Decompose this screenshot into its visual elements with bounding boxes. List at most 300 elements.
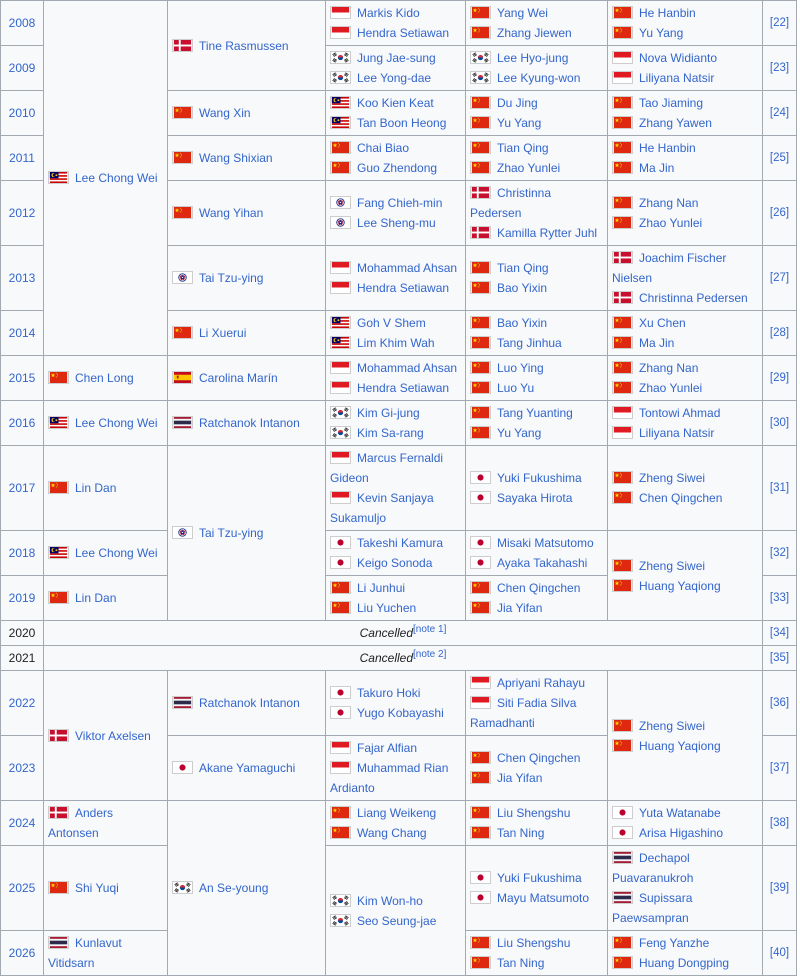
womens-doubles-cell [466, 311, 608, 356]
player [330, 578, 461, 598]
player-link[interactable]: Chen Long [75, 371, 134, 385]
player [172, 323, 321, 343]
chinese-taipei-flag-icon [172, 271, 193, 284]
indonesia-flag-icon [330, 761, 351, 774]
year-cell [1, 531, 44, 576]
player [330, 448, 461, 488]
reference-link[interactable]: [30] [769, 417, 790, 429]
player [612, 113, 758, 133]
player-link[interactable]: Nova Widianto [639, 51, 718, 65]
player [470, 223, 603, 243]
player-link[interactable]: Yu Yang [639, 26, 684, 40]
south-korea-flag-icon [330, 914, 351, 927]
player-link[interactable]: Lim Khim Wah [357, 336, 435, 350]
player [470, 933, 603, 953]
reference-cell [763, 401, 797, 446]
player-link[interactable]: Christinna Pedersen [639, 291, 748, 305]
womens-singles-cell [168, 671, 326, 736]
player-link[interactable]: Yuta Watanabe [639, 806, 721, 820]
china-flag-icon [612, 316, 633, 329]
mixed-doubles-cell [608, 136, 763, 181]
japan-flag-icon [612, 826, 633, 839]
player [330, 68, 461, 88]
player [48, 168, 163, 188]
player-link[interactable]: Viktor Axelsen [75, 728, 151, 743]
player-link[interactable]: Jia Yifan [497, 771, 543, 785]
thailand-flag-icon [48, 936, 69, 949]
china-flag-icon [470, 381, 491, 394]
south-korea-flag-icon [470, 51, 491, 64]
player-link[interactable]: Yu Yang [497, 426, 542, 440]
china-flag-icon [470, 826, 491, 839]
mixed-doubles-cell [608, 246, 763, 311]
mens-singles-cell [44, 356, 168, 401]
player [612, 423, 758, 443]
player-link[interactable]: Liang Weikeng [357, 806, 437, 820]
reference-link[interactable]: [31] [769, 482, 790, 494]
player [470, 868, 603, 888]
player [172, 413, 321, 433]
player [330, 213, 461, 233]
player-link[interactable]: Hendra Setiawan [357, 26, 450, 40]
player [470, 888, 603, 908]
mens-doubles-cell [326, 311, 466, 356]
player-link[interactable]: Siti Fadia Silva Ramadhanti [470, 696, 577, 730]
womens-doubles-cell [466, 246, 608, 311]
china-flag-icon [612, 719, 633, 732]
player [470, 313, 603, 333]
player-link[interactable]: Tai Tzu-ying [199, 526, 264, 540]
player-link[interactable]: Lee Chong Wei [75, 546, 158, 560]
player [330, 113, 461, 133]
china-flag-icon [612, 116, 633, 129]
reference-cell [763, 621, 797, 646]
player [330, 738, 461, 758]
player-link[interactable]: Chen Qingchen [497, 751, 581, 765]
malaysia-flag-icon [330, 316, 351, 329]
player [612, 333, 758, 353]
chinese-taipei-flag-icon [330, 216, 351, 229]
player-link[interactable]: Zhang Yawen [639, 116, 712, 130]
player-link[interactable]: Lee Hyo-jung [497, 51, 569, 65]
mens-doubles-cell [326, 446, 466, 531]
year-link[interactable]: 2015 [8, 371, 36, 385]
player [470, 113, 603, 133]
mixed-doubles-cell [608, 401, 763, 446]
player [612, 848, 758, 888]
player-link[interactable]: Carolina Marín [199, 371, 278, 385]
south-korea-flag-icon [330, 894, 351, 907]
mens-doubles-cell [326, 576, 466, 621]
reference-link[interactable]: [28] [769, 327, 790, 339]
player-link[interactable]: Misaki Matsutomo [497, 536, 594, 550]
player-link[interactable]: Li Junhui [357, 581, 406, 595]
year-cell [1, 91, 44, 136]
player-link[interactable]: Kevin Sanjaya Sukamuljo [330, 491, 434, 525]
player-link[interactable]: An Se-young [199, 881, 269, 895]
player [172, 523, 321, 543]
player [470, 693, 603, 733]
japan-flag-icon [470, 891, 491, 904]
table-row [1, 531, 797, 576]
china-flag-icon [612, 956, 633, 969]
player [612, 213, 758, 233]
player [612, 803, 758, 823]
player-link[interactable]: Zhang Nan [639, 361, 699, 375]
player-link[interactable]: Dechapol Puavaranukroh [612, 851, 694, 885]
womens-singles-cell [168, 181, 326, 246]
player-link[interactable]: Keigo Sonoda [357, 556, 433, 570]
china-flag-icon [612, 739, 633, 752]
year-link[interactable]: 2024 [8, 816, 36, 830]
year-cell [1, 356, 44, 401]
womens-doubles-cell [466, 671, 608, 736]
player-link[interactable]: Huang Yaqiong [639, 578, 721, 593]
womens-singles-cell [168, 91, 326, 136]
player-link[interactable]: Tan Ning [497, 826, 545, 840]
player-link[interactable]: Huang Dongping [639, 956, 730, 970]
player-link[interactable]: Zhao Yunlei [639, 381, 703, 395]
player-link[interactable]: Ratchanok Intanon [199, 416, 300, 430]
year-link[interactable]: 2016 [8, 416, 36, 430]
player [48, 878, 163, 898]
player-link[interactable]: Arisa Higashino [639, 826, 724, 840]
reference-link[interactable]: [22] [769, 17, 790, 29]
china-flag-icon [612, 361, 633, 374]
china-flag-icon [612, 491, 633, 504]
year-link[interactable]: 2012 [8, 206, 36, 220]
player-link[interactable]: Anders Antonsen [48, 806, 114, 840]
player-link[interactable]: Koo Kien Keat [357, 96, 434, 110]
player-link[interactable]: Zhang Nan [639, 196, 699, 210]
year-link[interactable]: 2023 [8, 761, 36, 775]
player-link[interactable]: Liu Shengshu [497, 936, 571, 950]
mixed-doubles-cell [608, 1, 763, 46]
player-link[interactable]: Chen Qingchen [497, 581, 581, 595]
year-cell [1, 646, 44, 671]
player-link[interactable]: Wang Shixian [199, 151, 273, 165]
player-link[interactable]: Lee Yong-dae [357, 71, 432, 85]
player-link[interactable]: Tang Jinhua [497, 336, 562, 350]
player [172, 268, 321, 288]
player-link[interactable]: Takuro Hoki [357, 686, 421, 700]
player-link[interactable]: Luo Yu [497, 381, 535, 395]
player-link[interactable]: Lin Dan [75, 591, 117, 605]
reference-link[interactable]: [32] [769, 547, 790, 559]
note-link[interactable]: [note 2] [413, 649, 447, 660]
player [470, 488, 603, 508]
player-link[interactable]: Tine Rasmussen [199, 38, 289, 53]
year-cell [1, 401, 44, 446]
player-link[interactable]: Feng Yanzhe [639, 936, 710, 950]
player-link[interactable]: Kim Won-ho [357, 893, 423, 908]
player-link[interactable]: Yuki Fukushima [497, 871, 582, 885]
player-link[interactable]: Akane Yamaguchi [199, 761, 296, 775]
reference-link[interactable]: [27] [769, 272, 790, 284]
player [612, 248, 758, 288]
womens-doubles-cell [466, 736, 608, 801]
player [330, 333, 461, 353]
year-link[interactable]: 2011 [9, 151, 35, 165]
player [470, 748, 603, 768]
year-label: 2021 [8, 651, 36, 665]
player-link[interactable]: Tan Ning [497, 956, 545, 970]
reference-link[interactable]: [36] [769, 697, 790, 709]
mens-singles-cell [44, 931, 168, 976]
player-link[interactable]: Yang Wei [497, 6, 548, 20]
year-link[interactable]: 2017 [8, 481, 36, 495]
japan-flag-icon [470, 556, 491, 569]
reference-link[interactable]: [24] [769, 107, 790, 119]
player [330, 93, 461, 113]
malaysia-flag-icon [48, 546, 69, 559]
player-link[interactable]: Mohammad Ahsan [357, 361, 458, 375]
player-link[interactable]: Mohammad Ahsan [357, 261, 458, 275]
player [330, 488, 461, 528]
reference-cell [763, 91, 797, 136]
womens-doubles-cell [466, 46, 608, 91]
player [612, 576, 758, 596]
reference-link[interactable]: [25] [769, 152, 790, 164]
mixed-doubles-cell [608, 671, 763, 801]
year-link[interactable]: 2009 [8, 61, 36, 75]
player [612, 158, 758, 178]
player [612, 193, 758, 213]
year-cell [1, 671, 44, 736]
reference-link[interactable]: [38] [769, 817, 790, 829]
player-link[interactable]: He Hanbin [639, 141, 696, 155]
womens-singles-cell [168, 446, 326, 621]
player [330, 258, 461, 278]
player-link[interactable]: Hendra Setiawan [357, 381, 450, 395]
player-link[interactable]: Du Jing [497, 96, 538, 110]
year-link[interactable]: 2014 [8, 326, 36, 340]
mixed-doubles-cell [608, 91, 763, 136]
japan-flag-icon [172, 761, 193, 774]
year-cell [1, 736, 44, 801]
player [330, 533, 461, 553]
reference-link[interactable]: [33] [769, 592, 790, 604]
year-cell [1, 801, 44, 846]
japan-flag-icon [330, 686, 351, 699]
player-link[interactable]: Lee Sheng-mu [357, 216, 436, 230]
table-row [1, 801, 797, 846]
player-link[interactable]: Kamilla Rytter Juhl [497, 226, 598, 240]
player-link[interactable]: Yugo Kobayashi [357, 706, 444, 720]
player-link[interactable]: Wang Chang [357, 826, 427, 840]
womens-doubles-cell [466, 401, 608, 446]
player-link[interactable]: Wang Xin [199, 106, 251, 120]
year-link[interactable]: 2008 [8, 16, 36, 30]
player-link[interactable]: Bao Yixin [497, 316, 548, 330]
player-link[interactable]: Tian Qing [497, 261, 549, 275]
player-link[interactable]: Tontowi Ahmad [639, 406, 721, 420]
mens-singles-cell [44, 576, 168, 621]
player-link[interactable]: Kim Sa-rang [357, 426, 424, 440]
reference-link[interactable]: [35] [769, 652, 790, 664]
player-link[interactable]: Yu Yang [497, 116, 542, 130]
reference-link[interactable]: [37] [769, 762, 790, 774]
mixed-doubles-cell [608, 46, 763, 91]
south-korea-flag-icon [330, 426, 351, 439]
player-link[interactable]: Wang Yihan [199, 206, 264, 220]
thailand-flag-icon [172, 696, 193, 709]
player-link[interactable]: Zhao Yunlei [639, 216, 703, 230]
reference-link[interactable]: [40] [769, 947, 790, 959]
china-flag-icon [470, 316, 491, 329]
player [470, 403, 603, 423]
player-link[interactable]: Marcus Fernaldi Gideon [330, 451, 444, 485]
player [330, 358, 461, 378]
indonesia-flag-icon [330, 281, 351, 294]
player-link[interactable]: Luo Ying [497, 361, 544, 375]
player [330, 891, 461, 911]
reference-link[interactable]: [34] [769, 627, 790, 639]
denmark-flag-icon [470, 226, 491, 239]
mens-doubles-cell [326, 356, 466, 401]
player-link[interactable]: Joachim Fischer Nielsen [612, 251, 727, 285]
year-link[interactable]: 2010 [8, 106, 36, 120]
player-link[interactable]: Liliyana Natsir [639, 426, 715, 440]
player-link[interactable]: Chai Biao [357, 141, 410, 155]
player-link[interactable]: Zhang Jiewen [497, 26, 572, 40]
player [612, 3, 758, 23]
year-link[interactable]: 2018 [8, 546, 36, 560]
player [330, 423, 461, 443]
chinese-taipei-flag-icon [172, 526, 193, 539]
malaysia-flag-icon [48, 171, 69, 184]
player-link[interactable]: Markis Kido [357, 6, 420, 20]
player-link[interactable]: Xu Chen [639, 316, 686, 330]
player-link[interactable]: Fang Chieh-min [357, 196, 443, 210]
player-link[interactable]: Lee Chong Wei [75, 171, 158, 185]
womens-doubles-cell [466, 931, 608, 976]
player-link[interactable]: Seo Seung-jae [357, 913, 437, 928]
mens-doubles-cell [326, 531, 466, 576]
reference-link[interactable]: [29] [769, 372, 790, 384]
player [330, 138, 461, 158]
indonesia-flag-icon [612, 406, 633, 419]
reference-link[interactable]: [23] [769, 62, 790, 74]
year-link[interactable]: 2022 [8, 696, 36, 710]
china-flag-icon [612, 471, 633, 484]
table-row [1, 1, 797, 46]
player-link[interactable]: Apriyani Rahayu [497, 676, 586, 690]
china-flag-icon [612, 559, 633, 572]
player-link[interactable]: Tian Qing [497, 141, 549, 155]
womens-doubles-cell [466, 846, 608, 931]
player-link[interactable]: Tao Jiaming [639, 96, 704, 110]
player-link[interactable]: Muhammad Rian Ardianto [330, 761, 449, 795]
reference-cell [763, 1, 797, 46]
player-link[interactable]: Jia Yifan [497, 601, 543, 615]
womens-doubles-cell [466, 446, 608, 531]
player-link[interactable]: Ayaka Takahashi [497, 556, 588, 570]
player-link[interactable]: Takeshi Kamura [357, 536, 444, 550]
player-link[interactable]: Supissara Paewsampran [612, 891, 693, 925]
player-link[interactable]: Li Xuerui [199, 326, 247, 340]
player-link[interactable]: Chen Qingchen [639, 491, 723, 505]
player-link[interactable]: Christinna Pedersen [470, 186, 552, 220]
player-link[interactable]: Zheng Siwei [639, 718, 706, 733]
player-link[interactable]: Kim Gi-jung [357, 406, 420, 420]
player-link[interactable]: Tang Yuanting [497, 406, 573, 420]
player [612, 488, 758, 508]
year-link[interactable]: 2013 [8, 271, 36, 285]
player-link[interactable]: Guo Zhendong [357, 161, 438, 175]
table-row [1, 356, 797, 401]
player [330, 911, 461, 931]
player-link[interactable]: Liliyana Natsir [639, 71, 715, 85]
player-link[interactable]: Sayaka Hirota [497, 491, 573, 505]
player-link[interactable]: Jung Jae-sung [357, 51, 436, 65]
indonesia-flag-icon [330, 741, 351, 754]
year-link[interactable]: 2025 [8, 881, 36, 895]
south-korea-flag-icon [330, 51, 351, 64]
year-link[interactable]: 2026 [8, 946, 36, 960]
reference-link[interactable]: [39] [769, 882, 790, 894]
player [48, 803, 163, 843]
womens-singles-cell [168, 401, 326, 446]
player-link[interactable]: Kunlavut Vitidsarn [48, 936, 122, 970]
player-link[interactable]: Liu Yuchen [357, 601, 417, 615]
player [48, 726, 163, 746]
player-link[interactable]: He Hanbin [639, 6, 696, 20]
womens-doubles-cell [466, 136, 608, 181]
player-link[interactable]: Mayu Matsumoto [497, 891, 590, 905]
player-link[interactable]: Zheng Siwei [639, 471, 706, 485]
womens-singles-cell [168, 1, 326, 91]
player-link[interactable]: Liu Shengshu [497, 806, 571, 820]
thailand-flag-icon [172, 416, 193, 429]
reference-link[interactable]: [26] [769, 207, 790, 219]
year-cell [1, 1, 44, 46]
player-link[interactable]: Lee Kyung-won [497, 71, 581, 85]
indonesia-flag-icon [470, 676, 491, 689]
note-link[interactable]: [note 1] [413, 624, 447, 635]
indonesia-flag-icon [330, 491, 351, 504]
player-link[interactable]: Ma Jin [639, 336, 675, 350]
player-link[interactable]: Lin Dan [75, 481, 117, 495]
reference-cell [763, 736, 797, 801]
player-link[interactable]: Zheng Siwei [639, 558, 706, 573]
player-link[interactable]: Shi Yuqi [75, 881, 119, 895]
player-link[interactable]: Huang Yaqiong [639, 738, 721, 753]
player-link[interactable]: Yuki Fukushima [497, 471, 582, 485]
table-row [1, 846, 797, 931]
player-link[interactable]: Ratchanok Intanon [199, 696, 300, 710]
player-link[interactable]: Tai Tzu-ying [199, 271, 264, 285]
indonesia-flag-icon [330, 6, 351, 19]
player-link[interactable]: Ma Jin [639, 161, 675, 175]
player [470, 358, 603, 378]
player-link[interactable]: Goh V Shem [357, 316, 426, 330]
table-row [1, 671, 797, 736]
year-label: 2020 [8, 626, 36, 640]
player-link[interactable]: Zhao Yunlei [497, 161, 561, 175]
player-link[interactable]: Lee Chong Wei [75, 416, 158, 430]
reference-cell [763, 671, 797, 736]
player [612, 953, 758, 973]
player-link[interactable]: Tan Boon Heong [357, 116, 447, 130]
malaysia-flag-icon [48, 416, 69, 429]
player-link[interactable]: Hendra Setiawan [357, 281, 450, 295]
player-link[interactable]: Bao Yixin [497, 281, 548, 295]
japan-flag-icon [330, 706, 351, 719]
year-link[interactable]: 2019 [8, 591, 36, 605]
player-link[interactable]: Fajar Alfian [357, 741, 418, 755]
reference-cell [763, 46, 797, 91]
